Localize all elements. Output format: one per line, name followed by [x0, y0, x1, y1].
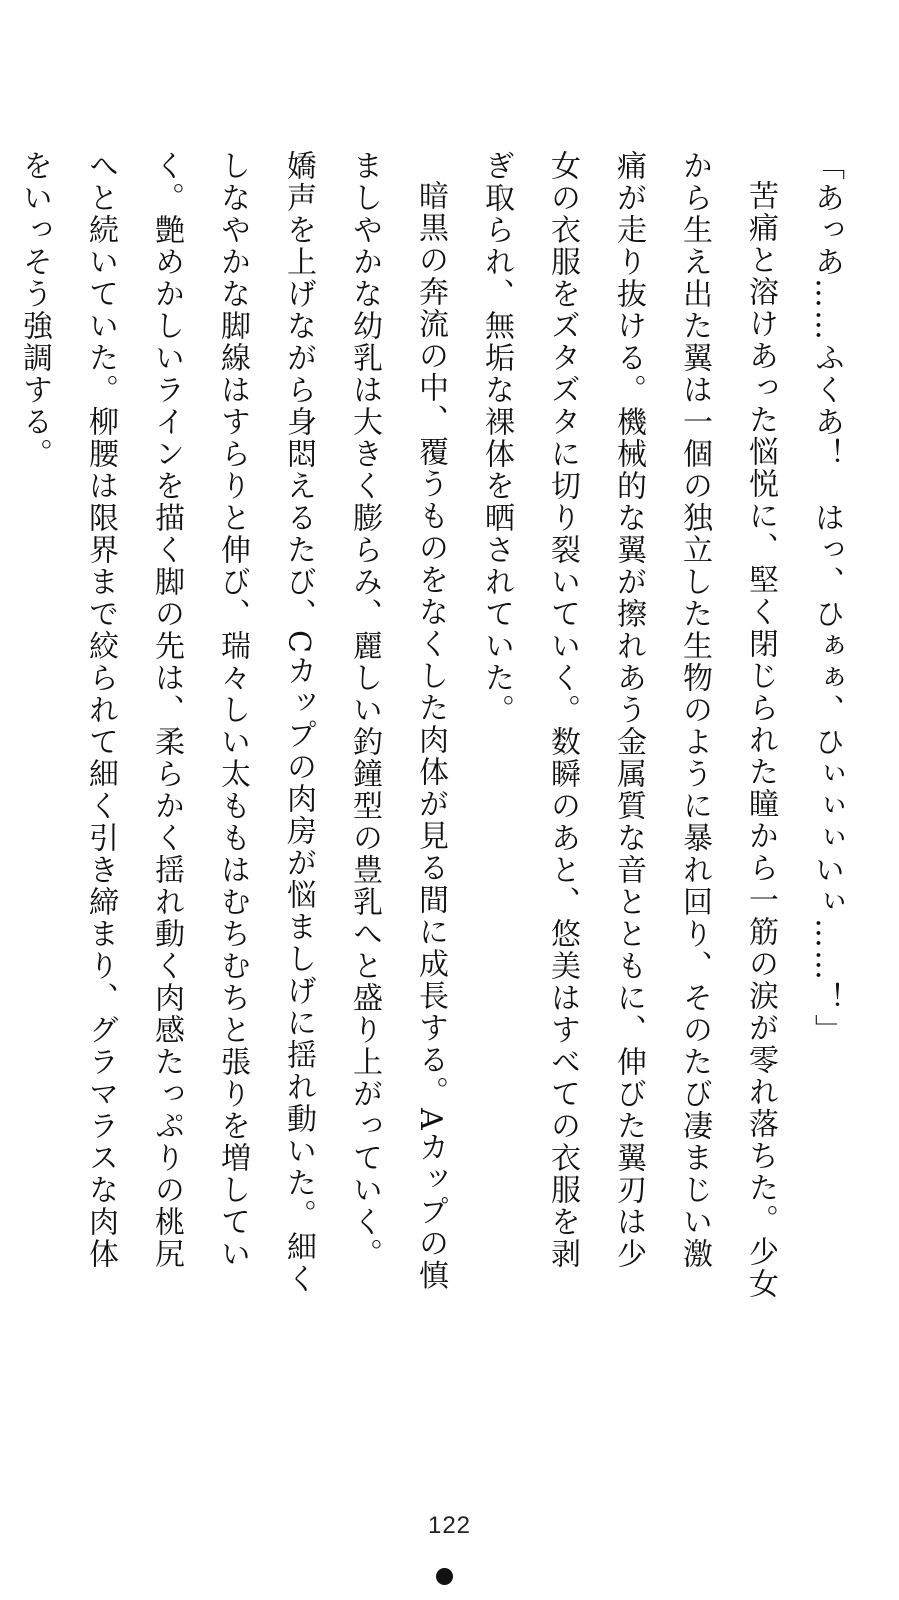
page-number: 122: [427, 1512, 472, 1539]
body-text: [0, 150, 859, 1300]
paragraph-dialogue-1: 「あっあ……ふくあ！ はっ、ひぁぁ、ひぃぃぃいぃ……！」: [809, 150, 844, 1046]
folio-dot-ornament: [436, 1568, 453, 1585]
paragraph-narration-1: 苦痛と溶けあった悩悦に、堅く閉じられた瞳から一筋の涙が零れ落ちた。少女から生え出た翼は一個の独立した生物のように暴れ回り、そのたび凄まじい激痛が走り抜ける。機械的な翼が擦れあう金属質な音とともに、伸びた翼刃は少女の衣服をズタズタに切り裂いていく。数瞬のあと、悠美はすべての衣服を剥ぎ取られ、無垢な裸体を晒されていた。: [479, 150, 778, 1300]
paragraph-narration-3: [0, 150, 1, 1300]
paragraph-narration-2: 暗黒の奔流の中、覆うものをなくした肉体が見る間に成長する。Aカップの慎ましやかな幼乳は大きく膨らみ、麗しい釣鐘型の豊乳へと盛り上がっていく。嬌声を上げながら身悶えるたび、Cカップの肉房が悩ましげに揺れ動いた。細くしなやかな脚線はすらりと伸び、瑞々しい太ももはむちむちと張りを増していく。艶めかしいラインを描く脚の先は、柔らかく揺れ動く肉感たっぷりの桃尻へと続いていた。柳腰は限界まで絞られて細く引き締まり、グラマラスな肉体をいっそう強調する。: [17, 150, 448, 1295]
